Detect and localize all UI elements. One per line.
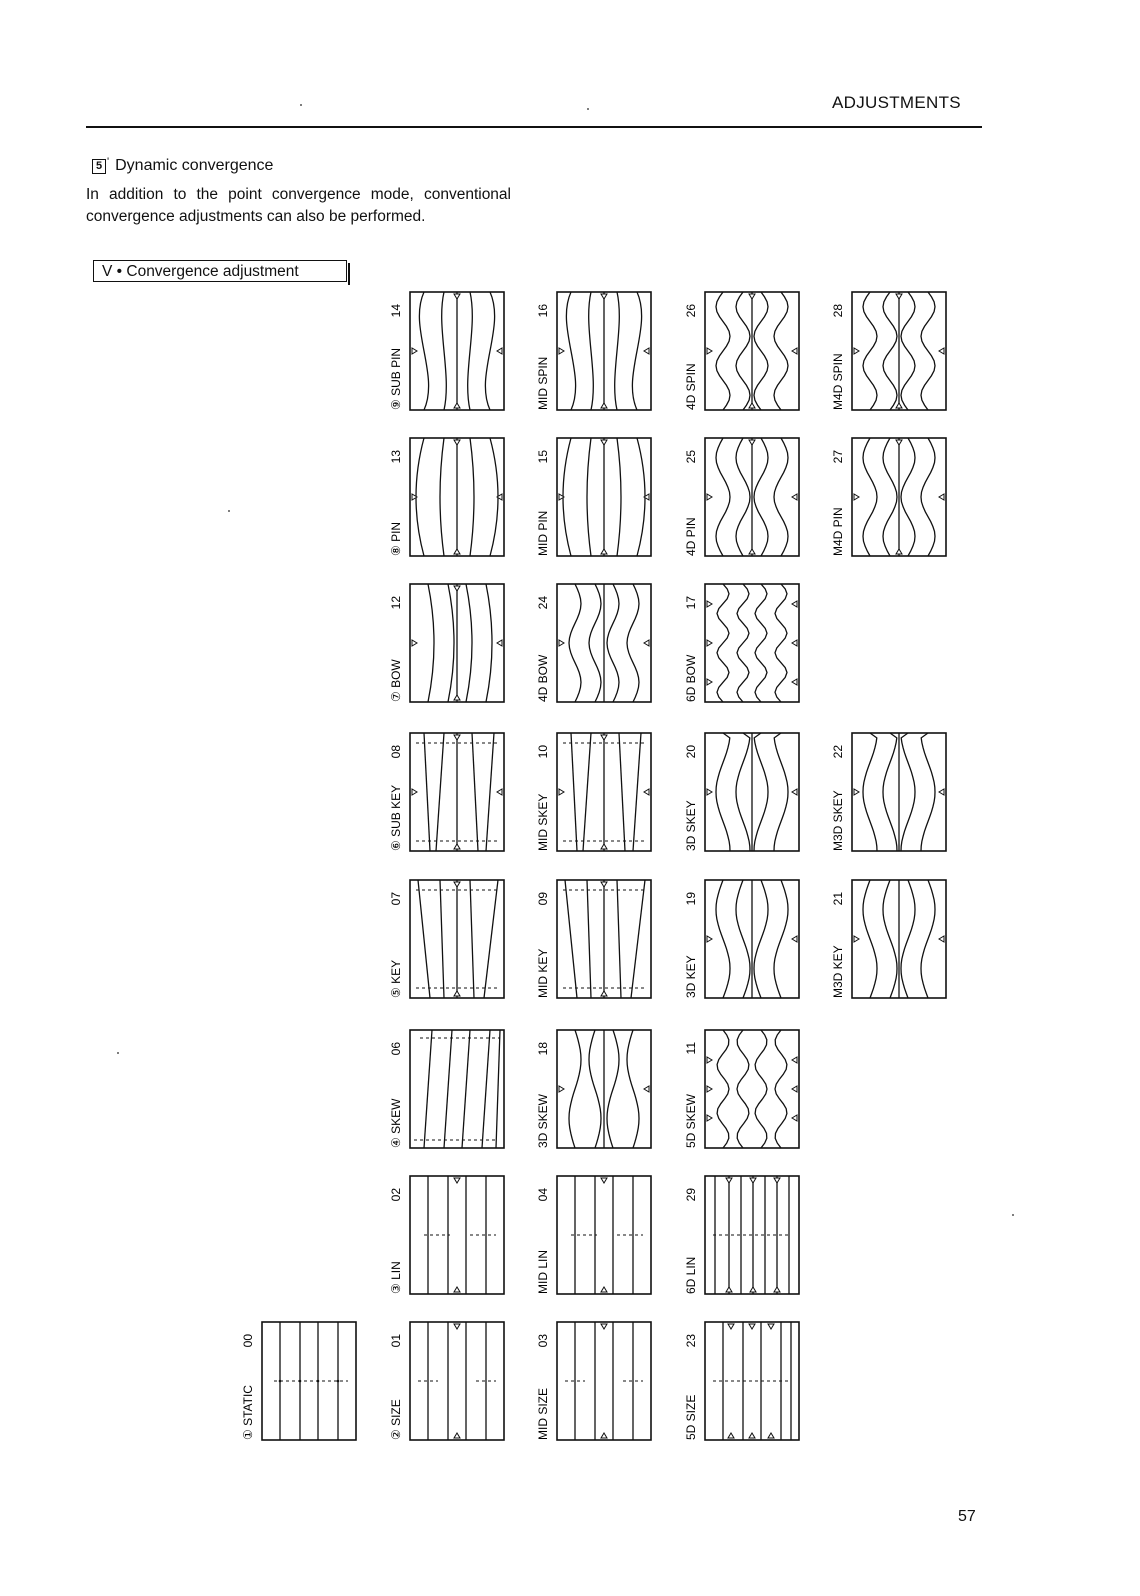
- panel-label: M4D SPIN: [831, 353, 845, 410]
- section-intro: In addition to the point convergence mode, conventional convergence adjustments can also be performed.: [86, 186, 511, 225]
- page-header: ADJUSTMENTS: [832, 93, 961, 112]
- convergence-panel: [536, 880, 651, 998]
- panel-label: ⑤ KEY: [389, 959, 403, 998]
- convergence-panel: [684, 1030, 799, 1148]
- convergence-panel: [684, 292, 799, 410]
- panel-label: M4D PIN: [831, 507, 845, 556]
- panel-code: 29: [684, 1188, 698, 1202]
- convergence-panel: [536, 733, 651, 851]
- panel-label: ⑦ BOW: [389, 659, 403, 702]
- convergence-panel: [536, 1322, 651, 1440]
- convergence-panel: [241, 1322, 356, 1440]
- panel-code: 03: [536, 1334, 550, 1348]
- page-number: 57: [958, 1508, 976, 1525]
- panel-label: 3D SKEW: [536, 1093, 550, 1148]
- convergence-panel: [536, 292, 651, 410]
- convergence-panel: [389, 1322, 504, 1440]
- convergence-panel: [389, 733, 504, 851]
- panel-code: 18: [536, 1042, 550, 1056]
- panel-label: MID KEY: [536, 948, 550, 998]
- scan-speck: [1012, 1214, 1014, 1216]
- panel-code: 19: [684, 892, 698, 906]
- panel-code: 04: [536, 1188, 550, 1202]
- panel-code: 02: [389, 1188, 403, 1202]
- convergence-panel: [536, 584, 651, 702]
- menu-path-box: V • Convergence adjustment: [93, 260, 347, 282]
- panel-label: 4D SPIN: [684, 363, 698, 410]
- panel-code: 24: [536, 596, 550, 610]
- panel-code: 14: [389, 304, 403, 318]
- panel-code: 10: [536, 745, 550, 759]
- section-title: Dynamic convergence: [115, 157, 274, 174]
- panel-code: 22: [831, 745, 845, 759]
- panel-code: 11: [684, 1042, 698, 1055]
- convergence-panel: [536, 1176, 651, 1294]
- convergence-panel: [831, 733, 946, 851]
- convergence-panel: [831, 438, 946, 556]
- convergence-panel: [389, 438, 504, 556]
- convergence-panel: [389, 1030, 504, 1148]
- panel-frame: [705, 1030, 799, 1148]
- scan-speck: [228, 510, 230, 512]
- panel-label: MID LIN: [536, 1249, 550, 1294]
- panel-code: 23: [684, 1334, 698, 1348]
- panel-label: M3D SKEY: [831, 790, 845, 851]
- panel-code: 08: [389, 745, 403, 759]
- convergence-panel: [684, 880, 799, 998]
- panel-label: ⑧ PIN: [389, 521, 403, 556]
- panel-code: 12: [389, 596, 403, 610]
- panel-code: 27: [831, 450, 845, 464]
- panel-label: MID SKEY: [536, 793, 550, 851]
- panel-code: 28: [831, 304, 845, 318]
- scan-speck: [587, 108, 589, 110]
- panel-code: 01: [389, 1334, 403, 1348]
- panel-label: 6D LIN: [684, 1256, 698, 1294]
- panel-label: MID SPIN: [536, 356, 550, 410]
- panel-label: MID PIN: [536, 510, 550, 556]
- panel-label: 4D PIN: [684, 517, 698, 556]
- convergence-panel: [536, 438, 651, 556]
- panel-label: ④ SKEW: [389, 1098, 403, 1148]
- panel-code: 09: [536, 892, 550, 906]
- panel-code: 26: [684, 304, 698, 318]
- convergence-panel: [684, 1322, 799, 1440]
- panel-label: 3D SKEY: [684, 800, 698, 851]
- scan-speck: [117, 1052, 119, 1054]
- panel-label: 3D KEY: [684, 955, 698, 998]
- convergence-panel: [684, 733, 799, 851]
- convergence-panel: [389, 1176, 504, 1294]
- panel-label: MID SIZE: [536, 1387, 550, 1440]
- panel-code: 06: [389, 1042, 403, 1056]
- convergence-panel: [831, 292, 946, 410]
- convergence-panel: [684, 1176, 799, 1294]
- convergence-panel: [536, 1030, 651, 1148]
- section-number: 5: [92, 159, 106, 174]
- panel-code: 13: [389, 450, 403, 464]
- panel-label: 5D SIZE: [684, 1394, 698, 1440]
- convergence-panel: [389, 880, 504, 998]
- panel-code: 20: [684, 745, 698, 759]
- panel-code: 17: [684, 596, 698, 610]
- panel-code: 16: [536, 304, 550, 318]
- convergence-panel: [684, 438, 799, 556]
- convergence-panel: [389, 292, 504, 410]
- panel-code: 21: [831, 892, 845, 906]
- convergence-panel: [389, 584, 504, 702]
- panel-label: ③ LIN: [389, 1261, 403, 1294]
- panel-frame: [705, 584, 799, 702]
- panel-code: 15: [536, 450, 550, 464]
- panel-code: 25: [684, 450, 698, 464]
- convergence-panel: [831, 880, 946, 998]
- panel-code: 07: [389, 892, 403, 906]
- panel-label: 4D BOW: [536, 654, 550, 702]
- panel-code: 00: [241, 1334, 255, 1348]
- panel-label: ② SIZE: [389, 1399, 403, 1440]
- panel-label: ⑨ SUB PIN: [389, 347, 403, 410]
- panel-label: M3D KEY: [831, 945, 845, 998]
- panel-frame: [410, 1030, 504, 1148]
- scan-speck: [300, 104, 302, 106]
- convergence-panel: [684, 584, 799, 702]
- section-number-prime: ': [107, 155, 110, 168]
- panel-label: ① STATIC: [241, 1385, 255, 1440]
- panel-label: 5D SKEW: [684, 1093, 698, 1148]
- panel-label: 6D BOW: [684, 654, 698, 702]
- panel-label: ⑥ SUB KEY: [389, 784, 403, 851]
